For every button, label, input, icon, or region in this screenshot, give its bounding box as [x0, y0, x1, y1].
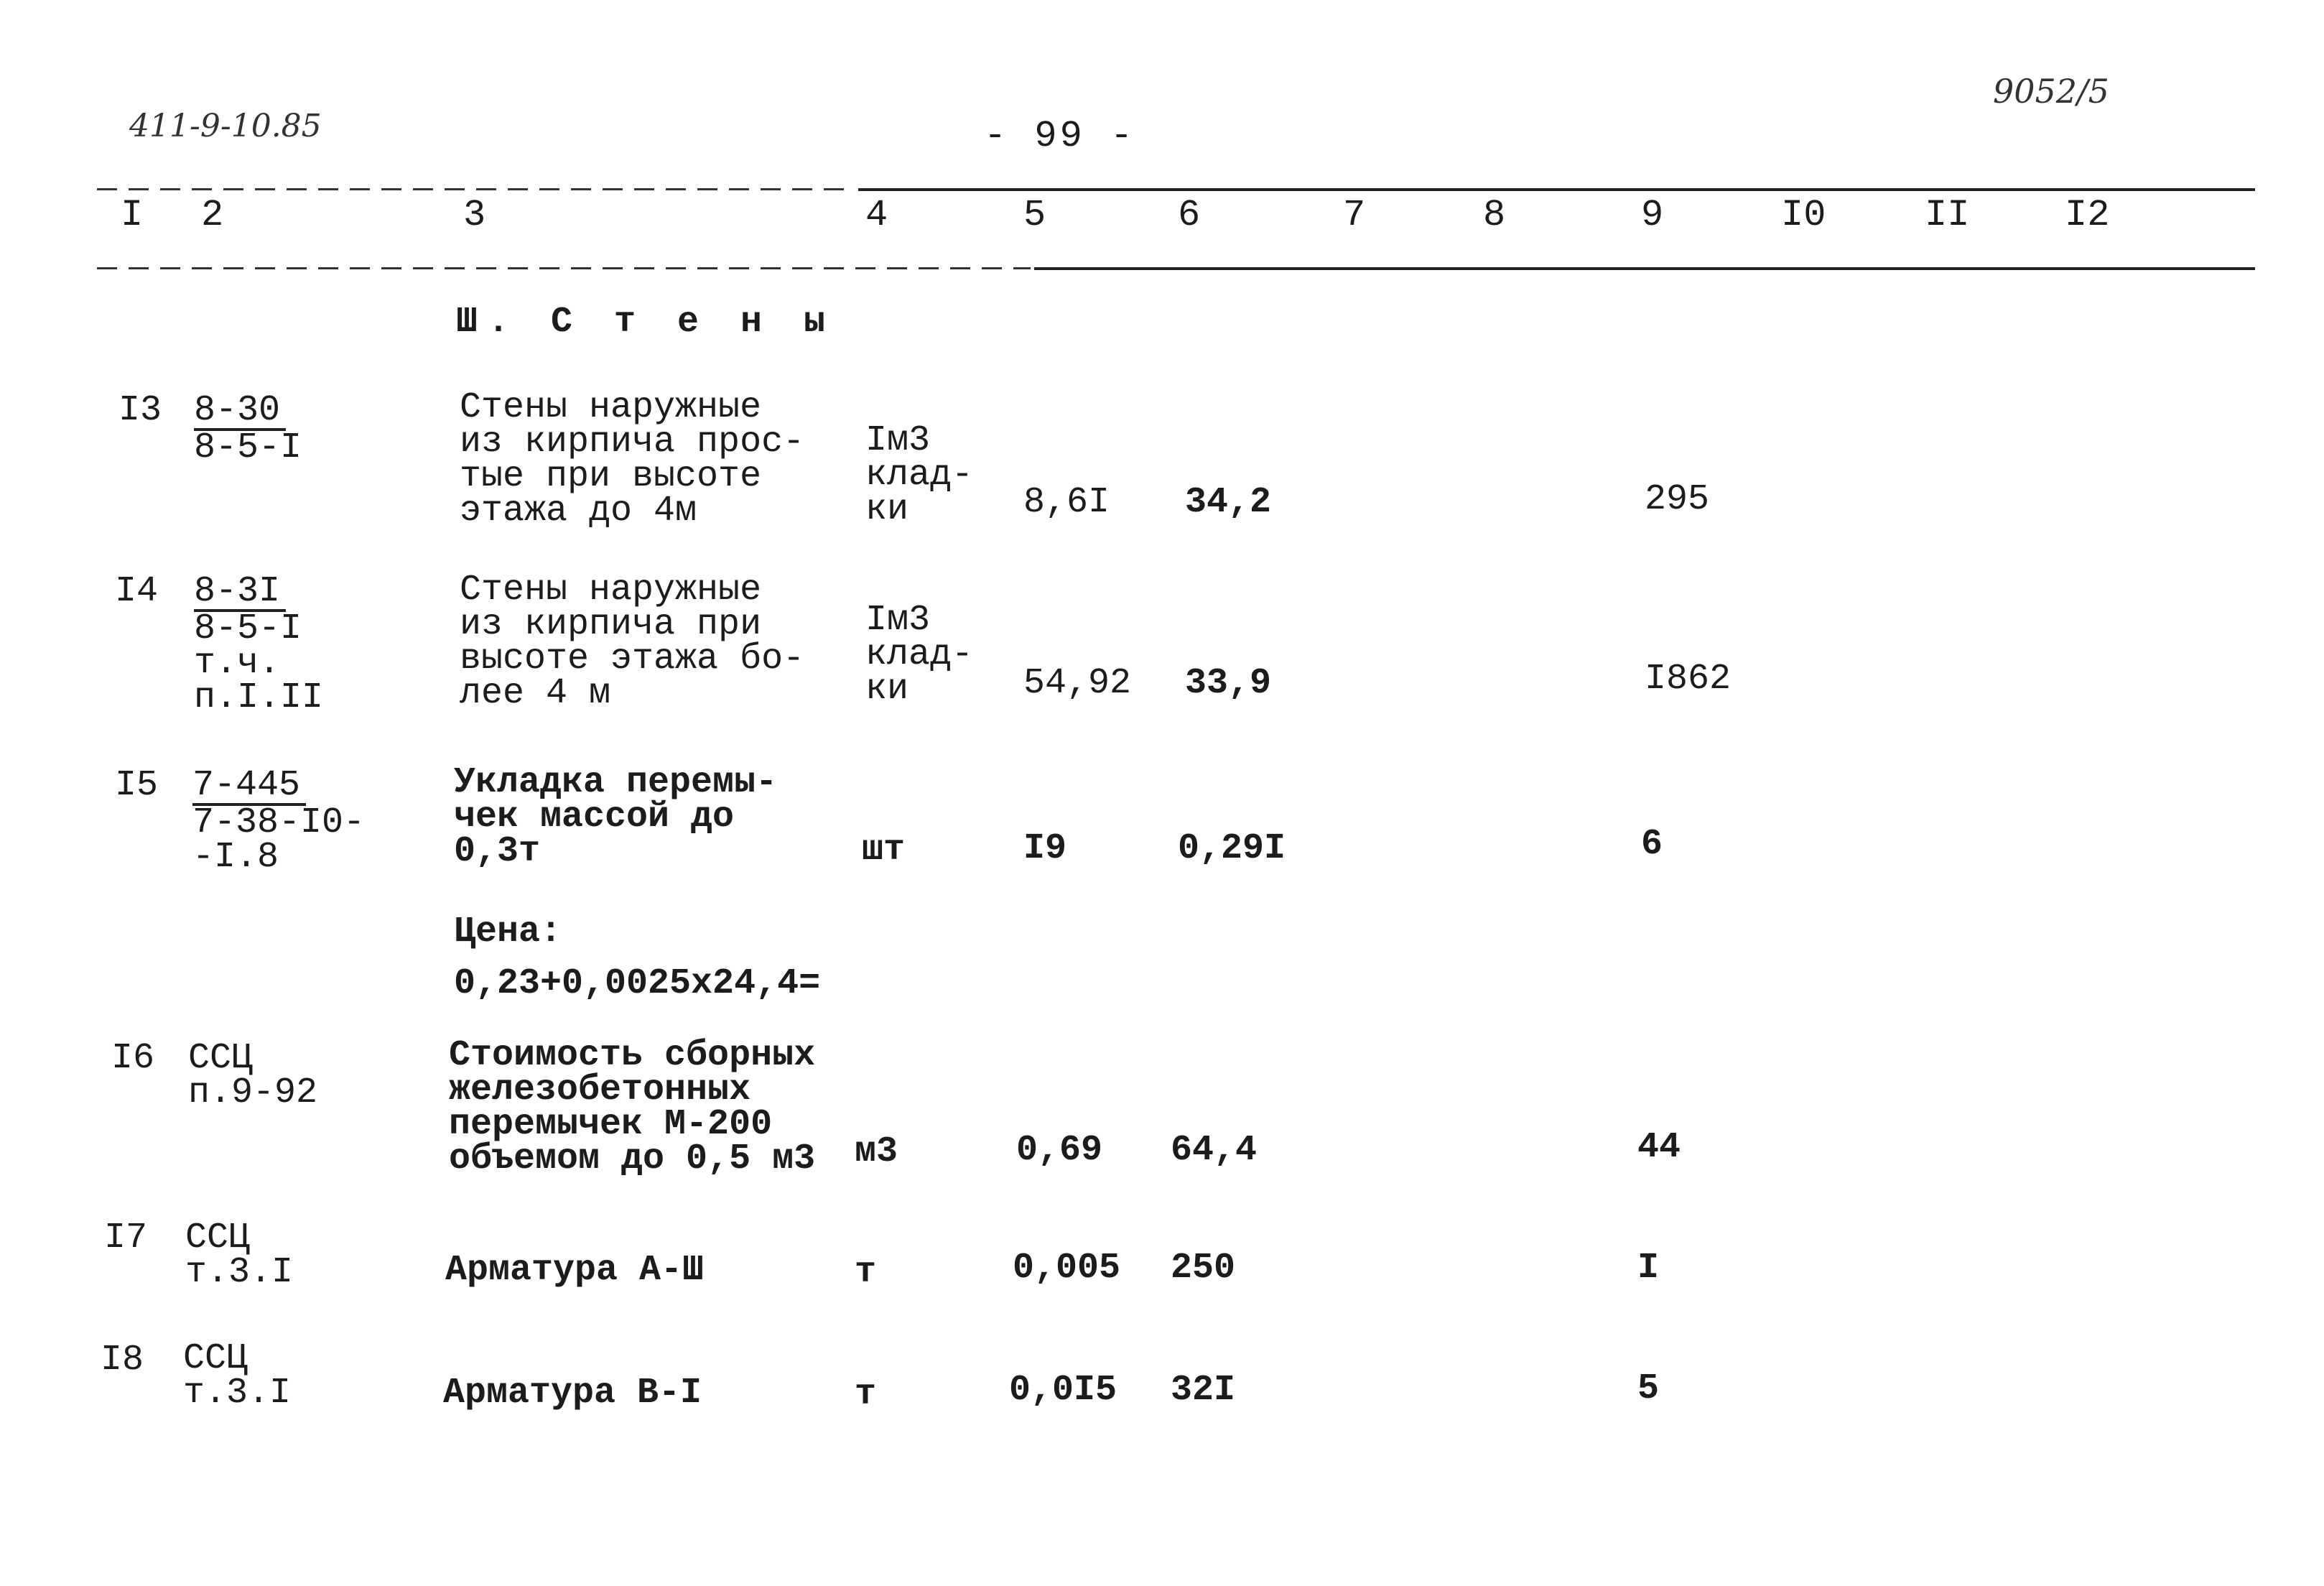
desc-line: тые при высоте	[460, 456, 762, 497]
row-code-main: 8-30	[194, 394, 286, 431]
desc-line: высоте этажа бо-	[460, 639, 805, 680]
row-code-line: п.I.II	[194, 677, 324, 718]
row-unit: м3	[855, 1131, 898, 1172]
desc-line: чек массой до	[454, 797, 735, 838]
column-header: II	[1925, 194, 1970, 236]
row-code-main: ССЦ	[188, 1038, 254, 1079]
row-unit: т	[855, 1374, 877, 1415]
sheet-reference: 9052/5	[1993, 72, 2109, 111]
row-price: 64,4	[1171, 1130, 1258, 1171]
row-code-line: -I.8	[192, 837, 279, 878]
row-quantity: 0,69	[1016, 1130, 1103, 1171]
row-code-line: т.3.I	[183, 1373, 292, 1414]
desc-line: из кирпича при	[460, 604, 762, 645]
row-description	[449, 1035, 816, 1179]
row-description	[460, 570, 805, 714]
row-code	[185, 1218, 294, 1293]
column-header: I0	[1781, 194, 1826, 236]
row-code	[188, 1038, 318, 1113]
row-number: I7	[104, 1218, 148, 1258]
row-price: 0,29I	[1178, 828, 1286, 869]
row-code-line: 8-5-I	[194, 427, 302, 468]
row-price: 34,2	[1185, 482, 1272, 523]
unit-line: ки	[865, 489, 909, 530]
row-code-line: 8-5-I	[194, 608, 302, 649]
unit-line: ки	[865, 669, 909, 710]
column-header: 7	[1343, 194, 1366, 236]
column-header: 4	[865, 194, 888, 236]
column-header: I	[121, 194, 144, 236]
desc-line: этажа до 4м	[460, 491, 697, 532]
row-quantity: I9	[1023, 828, 1067, 869]
column-header: 2	[201, 194, 224, 236]
row-quantity: 54,92	[1023, 663, 1132, 704]
desc-line: железобетонных	[449, 1070, 751, 1110]
row-code	[192, 765, 366, 878]
row-code	[183, 1338, 292, 1414]
row-description: Арматура В-I	[443, 1373, 702, 1414]
row-quantity: 0,0I5	[1009, 1370, 1117, 1411]
section-title: Ш. С т е н ы	[456, 302, 836, 343]
column-header: 6	[1178, 194, 1201, 236]
desc-line: Укладка перемы-	[454, 762, 778, 803]
unit-line: клад-	[865, 455, 974, 496]
row-description	[454, 762, 778, 872]
row-code-main: 7-445	[192, 769, 306, 806]
row-price: 33,9	[1185, 663, 1272, 704]
document-code: 411-9-10.85	[129, 108, 322, 144]
row-code-main: 8-3I	[194, 575, 286, 612]
row-price: 32I	[1171, 1370, 1236, 1411]
row-description: Арматура А-Ш	[445, 1250, 705, 1291]
row-unit: шт	[862, 830, 906, 871]
row-total: I862	[1645, 659, 1732, 700]
row-code-main: ССЦ	[185, 1218, 251, 1258]
header-bottom-rule-dashed	[97, 267, 1031, 269]
column-header: 5	[1023, 194, 1046, 236]
column-header: 3	[463, 194, 486, 236]
row-code	[194, 390, 302, 468]
formula-line: Цена:	[454, 912, 562, 952]
column-header: 9	[1641, 194, 1664, 236]
desc-line: Стены наружные	[460, 387, 762, 428]
formula-line: 0,23+0,0025х24,4=	[454, 963, 821, 1004]
row-description	[460, 387, 805, 532]
row-number: I5	[115, 765, 159, 806]
row-total: I	[1637, 1248, 1660, 1289]
unit-line: Iм3	[865, 420, 931, 461]
row-quantity: 0,005	[1013, 1248, 1121, 1289]
unit-line: Iм3	[865, 600, 931, 641]
unit-line: клад-	[865, 634, 974, 675]
row-price: 250	[1171, 1248, 1236, 1289]
desc-line: 0,3т	[454, 831, 541, 872]
page-number: - 99 -	[984, 115, 1136, 157]
header-top-rule-dashed	[97, 188, 851, 190]
desc-line: объемом до 0,5 м3	[449, 1139, 816, 1179]
row-code-line: 7-38-I0-	[192, 802, 366, 843]
row-number: I3	[118, 390, 162, 431]
row-unit	[865, 600, 974, 710]
row-code-line: т.ч.	[194, 643, 281, 684]
header-bottom-rule	[1034, 267, 2255, 270]
row-total: 6	[1641, 824, 1663, 865]
price-formula	[454, 906, 820, 1010]
row-unit: т	[855, 1252, 877, 1293]
row-code	[194, 571, 324, 718]
row-code-main: ССЦ	[183, 1338, 248, 1379]
row-code-line: п.9-92	[188, 1072, 318, 1113]
desc-line: перемычек М-200	[449, 1104, 773, 1145]
row-unit	[865, 420, 974, 530]
row-code-line: т.3.I	[185, 1252, 294, 1293]
desc-line: Стоимость сборных	[449, 1035, 816, 1076]
column-header: I2	[2065, 194, 2110, 236]
row-number: I8	[101, 1340, 144, 1381]
header-top-rule	[858, 188, 2255, 191]
row-total: 44	[1637, 1127, 1681, 1168]
row-number: I6	[111, 1038, 155, 1079]
column-header: 8	[1483, 194, 1506, 236]
desc-line: лее 4 м	[460, 673, 611, 714]
desc-line: из кирпича прос-	[460, 422, 805, 463]
row-quantity: 8,6I	[1023, 482, 1110, 523]
desc-line: Стены наружные	[460, 570, 762, 611]
row-number: I4	[115, 571, 159, 612]
row-total: 295	[1645, 479, 1710, 520]
row-total: 5	[1637, 1368, 1660, 1409]
